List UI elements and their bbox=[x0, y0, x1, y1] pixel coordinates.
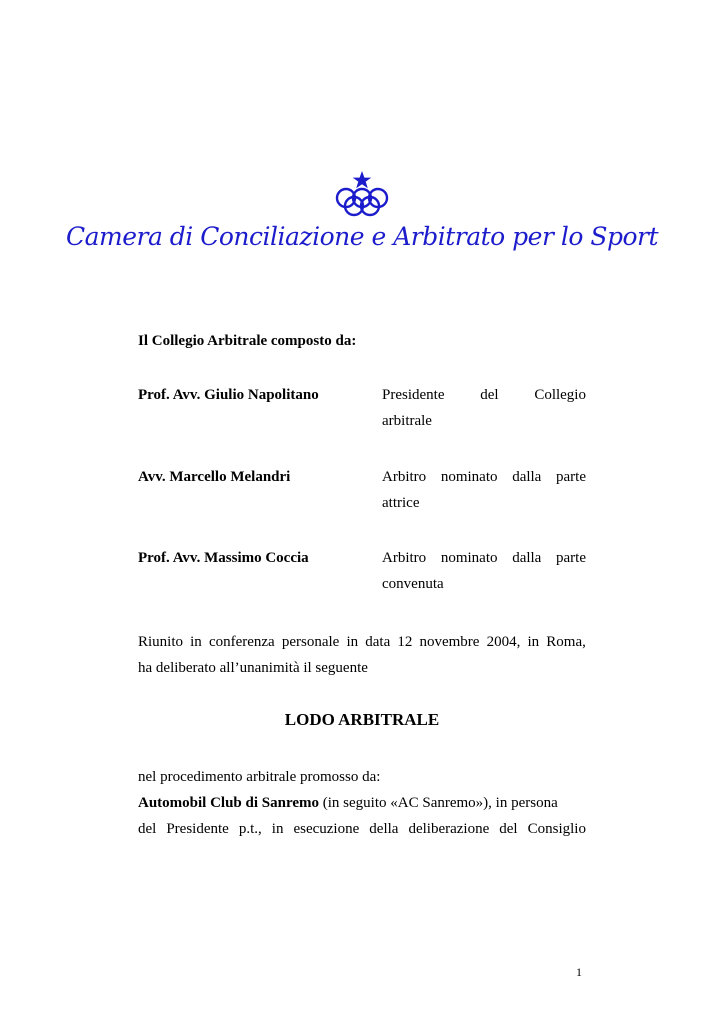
arbitrator-name: Prof. Avv. Massimo Coccia bbox=[138, 550, 309, 566]
meeting-paragraph: Riunito in conferenza personale in data 12 novembre 2004, in Roma, ha deliberato all’unanimità il seguente bbox=[138, 634, 586, 676]
page-number: 1 bbox=[576, 965, 582, 979]
arbitrator-role: Presidente del Collegio arbitrale bbox=[382, 387, 586, 429]
arbitrator-role: Arbitro nominato dalla parte attrice bbox=[382, 469, 586, 511]
arbitrator-name: Prof. Avv. Giulio Napolitano bbox=[138, 387, 319, 403]
proceeding-paragraph: nel procedimento arbitrale promosso da: Automobil Club di Sanremo (in seguito «AC Sanremo»), in persona del Presidente p.t., in esecuzione della deliberazione del Consiglio bbox=[138, 769, 586, 837]
arbitrator-name: Avv. Marcello Melandri bbox=[138, 469, 291, 485]
institution-title: Camera di Conciliazione e Arbitrato per lo Sport bbox=[65, 222, 659, 251]
panel-intro: Il Collegio Arbitrale composto da: bbox=[138, 333, 357, 349]
arbitrator-role: Arbitro nominato dalla parte convenuta bbox=[382, 550, 586, 592]
claimant-party: Automobil Club di Sanremo bbox=[138, 795, 320, 811]
olympic-rings-star-logo bbox=[330, 170, 394, 218]
award-title: LODO ARBITRALE bbox=[284, 710, 440, 729]
